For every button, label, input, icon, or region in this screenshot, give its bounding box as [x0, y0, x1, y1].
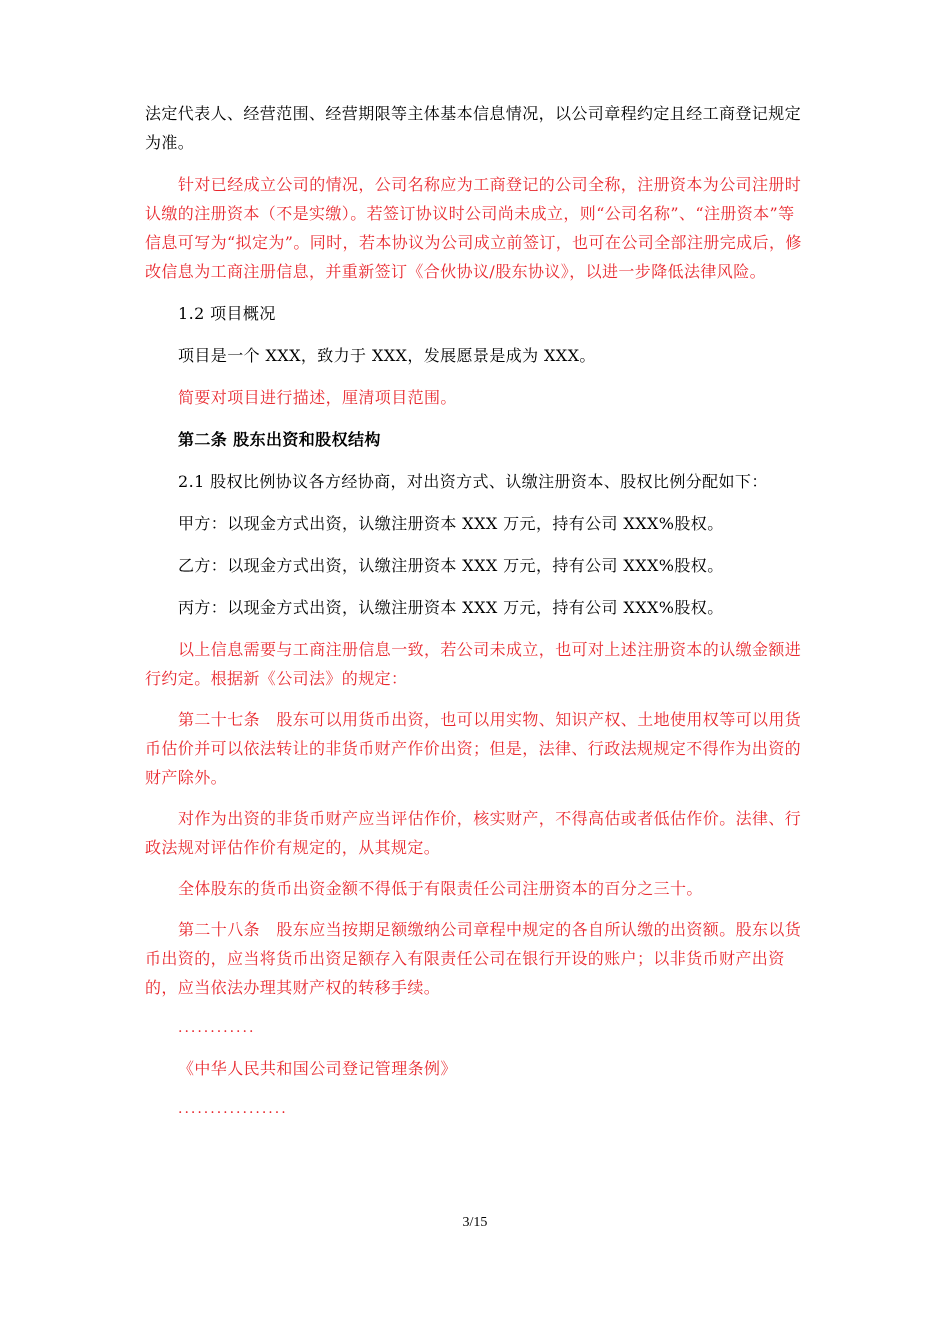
paragraph-basic-info-end: 法定代表人、经营范围、经营期限等主体基本信息情况，以公司章程约定且经工商登记规定为准。 [145, 104, 802, 152]
article-heading-capital-structure: 第二条 股东出资和股权结构 [178, 430, 381, 449]
paragraph-party-a: 甲方：以现金方式出资，认缴注册资本 XXX 万元，持有公司 XXX%股权。 [178, 514, 724, 533]
ellipsis-2: ................. [178, 1101, 288, 1117]
annotation-registration-consistency: 以上信息需要与工商注册信息一致，若公司未成立，也可对上述注册资本的认缴金额进行约定。根据新《公司法》的规定： [145, 640, 802, 688]
paragraph-equity-ratio: 2.1 股权比例协议各方经协商，对出资方式、认缴注册资本、股权比例分配如下： [178, 472, 768, 491]
law-article-27-para-2: 对作为出资的非货币财产应当评估作价，核实财产，不得高估或者低估作价。法律、行政法规对评估作价有规定的，从其规定。 [145, 809, 802, 857]
law-article-28: 第二十八条 股东应当按期足额缴纳公司章程中规定的各自所认缴的出资额。股东以货币出资的，应当将货币出资足额存入有限责任公司在银行开设的账户；以非货币财产出资的，应当依法办理其财产权的转移手续。 [145, 920, 802, 997]
page-number: 3/15 [462, 1215, 488, 1230]
section-heading-project-overview: 1.2 项目概况 [178, 304, 276, 323]
paragraph-project-description: 项目是一个 XXX，致力于 XXX，发展愿景是成为 XXX。 [178, 346, 596, 365]
law-article-27: 第二十七条 股东可以用货币出资，也可以用实物、知识产权、土地使用权等可以用货币估价并可以依法转让的非货币财产作价出资；但是，法律、行政法规规定不得作为出资的财产除外。 [145, 710, 802, 787]
annotation-project-scope: 简要对项目进行描述，厘清项目范围。 [178, 388, 457, 407]
law-article-27-para-3: 全体股东的货币出资金额不得低于有限责任公司注册资本的百分之三十。 [178, 879, 703, 898]
ellipsis-1: ............ [178, 1020, 256, 1036]
annotation-company-name: 针对已经成立公司的情况，公司名称应为工商登记的公司全称，注册资本为公司注册时认缴的注册资本（不是实缴）。若签订协议时公司尚未成立，则“公司名称”、“注册资本”等信息可写为“拟定为”。同时，若本协议为公司成立前签订，也可在公司全部注册完成后，修改信息为工商注册信息，并重新签订《合伙协议/股东协议》，以进一步降低法律风险。 [145, 175, 802, 281]
paragraph-party-c: 丙方：以现金方式出资，认缴注册资本 XXX 万元，持有公司 XXX%股权。 [178, 598, 724, 617]
page-content [145, 99, 810, 1124]
paragraph-party-b: 乙方：以现金方式出资，认缴注册资本 XXX 万元，持有公司 XXX%股权。 [178, 556, 724, 575]
regulation-title: 《中华人民共和国公司登记管理条例》 [178, 1059, 457, 1078]
